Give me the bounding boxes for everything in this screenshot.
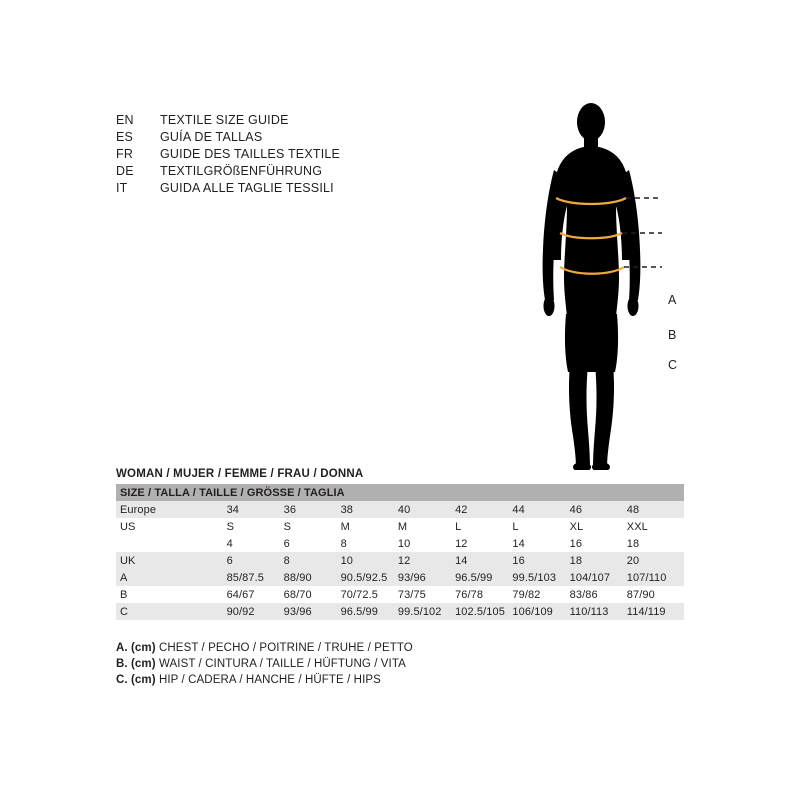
body-measurement-figure xyxy=(520,100,700,470)
language-code: DE xyxy=(116,164,134,178)
cell: S xyxy=(284,518,341,535)
language-row xyxy=(116,163,446,180)
cell: 36 xyxy=(284,501,341,518)
cell: 34 xyxy=(227,501,284,518)
cell: 96.5/99 xyxy=(455,569,512,586)
cell: 16 xyxy=(512,552,569,569)
cell: 10 xyxy=(341,552,398,569)
cell: 87/90 xyxy=(627,586,684,603)
legend-text: HIP / CADERA / HANCHE / HÜFTE / HIPS xyxy=(158,674,381,686)
cell: 44 xyxy=(512,501,569,518)
cell: XL xyxy=(570,518,627,535)
measure-label-a: A xyxy=(668,293,677,307)
cell: 14 xyxy=(512,535,569,552)
cell: 83/86 xyxy=(570,586,627,603)
cell: 20 xyxy=(627,552,684,569)
cell: 90.5/92.5 xyxy=(341,569,398,586)
cell: 73/75 xyxy=(398,586,455,603)
cell: 4 xyxy=(227,535,284,552)
legend-text: CHEST / PECHO / POITRINE / TRUHE / PETTO xyxy=(158,642,413,654)
cell: 18 xyxy=(570,552,627,569)
cell: S xyxy=(227,518,284,535)
language-title: TEXTILE SIZE GUIDE xyxy=(160,113,289,127)
cell: 107/110 xyxy=(627,569,684,586)
cell: XXL xyxy=(627,518,684,535)
cell: 93/96 xyxy=(284,603,341,620)
cell: 96.5/99 xyxy=(341,603,398,620)
legend-row xyxy=(116,672,413,688)
cell: 46 xyxy=(570,501,627,518)
language-title: GUÍA DE TALLAS xyxy=(160,130,263,144)
cell: 48 xyxy=(627,501,684,518)
cell: 99.5/103 xyxy=(512,569,569,586)
cell: 12 xyxy=(455,535,512,552)
table-row xyxy=(116,535,684,552)
cell: 42 xyxy=(455,501,512,518)
legend-key: A. (cm) xyxy=(116,642,156,654)
cell: 104/107 xyxy=(570,569,627,586)
table-row xyxy=(116,603,684,620)
legend-row xyxy=(116,640,413,656)
cell: 114/119 xyxy=(627,603,684,620)
cell: 38 xyxy=(341,501,398,518)
cell: 76/78 xyxy=(455,586,512,603)
language-row xyxy=(116,129,446,146)
cell: 8 xyxy=(341,535,398,552)
cell: M xyxy=(341,518,398,535)
language-title: TEXTILGRÖßENFÜHRUNG xyxy=(160,164,323,178)
table-row xyxy=(116,569,684,586)
cell: 64/67 xyxy=(227,586,284,603)
cell: 10 xyxy=(398,535,455,552)
cell: 85/87.5 xyxy=(227,569,284,586)
cell: L xyxy=(512,518,569,535)
row-label: Europe xyxy=(116,501,227,518)
cell: 6 xyxy=(227,552,284,569)
table-header-label: SIZE / TALLA / TAILLE / GRÖSSE / TAGLIA xyxy=(116,484,684,501)
row-label: C xyxy=(116,603,227,620)
cell: 102.5/105 xyxy=(455,603,512,620)
language-code: IT xyxy=(116,181,128,195)
language-title: GUIDA ALLE TAGLIE TESSILI xyxy=(160,181,334,195)
language-list xyxy=(116,112,446,197)
row-label: B xyxy=(116,586,227,603)
cell: 106/109 xyxy=(512,603,569,620)
cell: 16 xyxy=(570,535,627,552)
cell: 68/70 xyxy=(284,586,341,603)
language-row xyxy=(116,146,446,163)
language-title: GUIDE DES TAILLES TEXTILE xyxy=(160,147,341,161)
measurement-legend xyxy=(116,640,413,688)
cell: 14 xyxy=(455,552,512,569)
language-code: EN xyxy=(116,113,134,127)
female-silhouette-icon xyxy=(520,100,700,470)
row-label: UK xyxy=(116,552,227,569)
table-row xyxy=(116,586,684,603)
cell: 18 xyxy=(627,535,684,552)
cell: 70/72.5 xyxy=(341,586,398,603)
table-section-title: WOMAN / MUJER / FEMME / FRAU / DONNA xyxy=(116,468,364,480)
table-row xyxy=(116,552,684,569)
row-label xyxy=(116,535,227,552)
language-code: FR xyxy=(116,147,134,161)
legend-key: B. (cm) xyxy=(116,658,156,670)
measure-label-b: B xyxy=(668,328,677,342)
cell: 110/113 xyxy=(570,603,627,620)
cell: 40 xyxy=(398,501,455,518)
legend-text: WAIST / CINTURA / TAILLE / HÜFTUNG / VITA xyxy=(158,658,406,670)
cell: 12 xyxy=(398,552,455,569)
legend-row xyxy=(116,656,413,672)
cell: 99.5/102 xyxy=(398,603,455,620)
legend-key: C. (cm) xyxy=(116,674,156,686)
cell: 90/92 xyxy=(227,603,284,620)
language-code: ES xyxy=(116,130,134,144)
size-table xyxy=(116,484,684,620)
language-row xyxy=(116,112,446,129)
table-row xyxy=(116,501,684,518)
cell: 8 xyxy=(284,552,341,569)
row-label: A xyxy=(116,569,227,586)
table-header-row xyxy=(116,484,684,501)
row-label: US xyxy=(116,518,227,535)
cell: 88/90 xyxy=(284,569,341,586)
table-row xyxy=(116,518,684,535)
measure-label-c: C xyxy=(668,358,678,372)
cell: L xyxy=(455,518,512,535)
size-table-block xyxy=(116,468,684,620)
cell: 93/96 xyxy=(398,569,455,586)
language-row xyxy=(116,180,446,197)
cell: 79/82 xyxy=(512,586,569,603)
cell: M xyxy=(398,518,455,535)
cell: 6 xyxy=(284,535,341,552)
